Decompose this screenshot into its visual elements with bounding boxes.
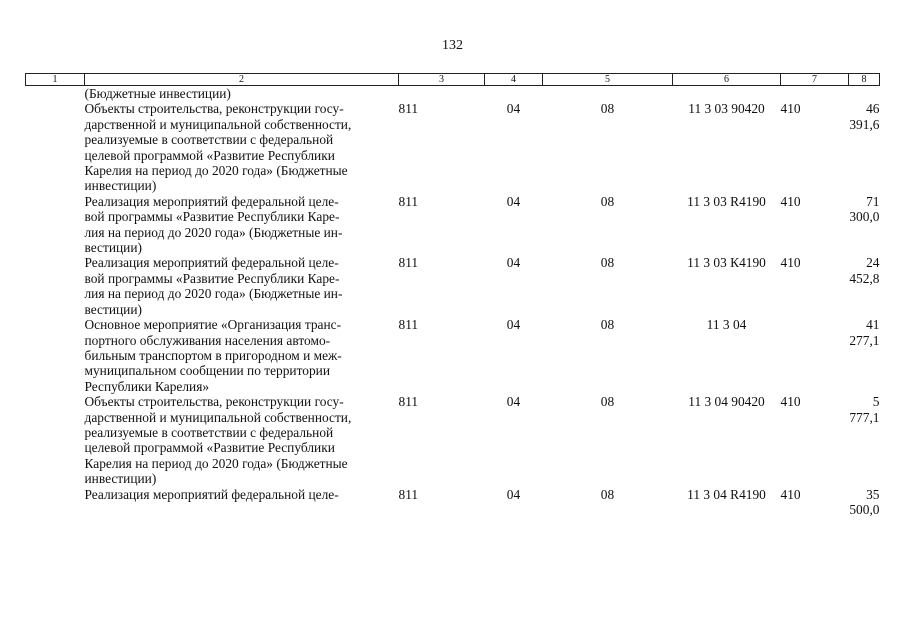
row-c6-cell: 11 3 03 90420: [688, 101, 765, 117]
row-name-cell: Основное мероприятие «Организация транс- портного обслуживания населения автомо- бильным транспортом в пригородном и меж- муниципальном сообщении по территории Республики Карелия»: [84, 317, 342, 394]
row-number-cell: [26, 194, 85, 256]
col-header-4: 4: [485, 74, 543, 86]
row-c7-cell: 410: [780, 193, 801, 209]
row-c8-cell: [849, 86, 880, 102]
row-c4-cell: 04: [506, 255, 521, 271]
table-row: [26, 255, 880, 317]
row-c5-cell: 08: [600, 394, 615, 410]
table-row: [26, 101, 880, 193]
row-c6-cell: 11 3 03 К4190: [687, 255, 766, 271]
row-name-cell: (Бюджетные инвестиции): [84, 86, 231, 101]
row-number-cell: [26, 394, 85, 486]
table-row: [26, 317, 880, 394]
row-c7-cell: 410: [780, 394, 801, 410]
table-row: [26, 86, 880, 102]
row-c6-cell: [673, 86, 781, 102]
row-c3-cell: 811: [398, 101, 419, 117]
row-c4-cell: [485, 86, 543, 102]
row-c8-cell: 35 500,0: [849, 486, 880, 517]
row-c7-cell: 410: [780, 255, 801, 271]
row-c3-cell: 811: [398, 193, 419, 209]
row-c3-cell: 811: [398, 394, 419, 410]
row-c4-cell: 04: [506, 101, 521, 117]
row-name-cell: Объекты строительства, реконструкции госу- дарственной и муниципальной собственности, реализуемые в соответствии с федеральной целевой программой «Развитие Республики Карелия на период до 2020 года» (Бюджетные инвестиции): [84, 394, 352, 487]
col-header-3: 3: [399, 74, 485, 86]
row-name-cell: Реализация мероприятий федеральной целе-: [84, 486, 339, 502]
row-c3-cell: 811: [398, 317, 419, 333]
col-header-7: 7: [781, 74, 849, 86]
col-header-8: 8: [849, 74, 880, 86]
table-body: [26, 86, 880, 518]
budget-table: [25, 73, 880, 517]
row-c3-cell: 811: [398, 486, 419, 502]
row-name-cell: Реализация мероприятий федеральной целе- вой программы «Развитие Республики Каре- лия на период до 2020 года» (Бюджетные ин- вестиции): [84, 255, 343, 317]
row-c8-cell: 41 277,1: [849, 317, 880, 348]
row-c5-cell: 08: [600, 317, 615, 333]
row-c4-cell: 04: [506, 193, 521, 209]
row-c6-cell: 11 3 04 90420: [688, 394, 765, 410]
row-c7-cell: 410: [780, 486, 801, 502]
row-c7-cell: [781, 86, 849, 102]
row-c5-cell: 08: [600, 193, 615, 209]
table-row: [26, 394, 880, 486]
row-c6-cell: 11 3 04 R4190: [687, 486, 766, 502]
table-row: [26, 194, 880, 256]
header-row: [26, 74, 880, 86]
row-c6-cell: 11 3 03 R4190: [687, 193, 766, 209]
row-number-cell: [26, 487, 85, 518]
row-c5-cell: 08: [600, 101, 615, 117]
row-number-cell: [26, 86, 85, 102]
col-header-1: 1: [26, 74, 85, 86]
row-c7-cell: [781, 317, 849, 394]
row-name-cell: Реализация мероприятий федеральной целе- вой программы «Развитие Республики Каре- лия на период до 2020 года» (Бюджетные ин- вестиции): [84, 193, 343, 256]
row-c3-cell: [399, 86, 485, 102]
col-header-6: 6: [673, 74, 781, 86]
row-c7-cell: 410: [780, 101, 801, 117]
row-c8-cell: 46 391,6: [849, 101, 880, 132]
row-name-cell: Объекты строительства, реконструкции госу- дарственной и муниципальной собственности, реализуемые в соответствии с федеральной целевой программой «Развитие Республики Карелия на период до 2020 года» (Бюджетные инвестиции): [84, 101, 352, 194]
row-c4-cell: 04: [506, 394, 521, 410]
page-number: 132: [442, 38, 463, 53]
row-c6-cell: 11 3 04: [706, 317, 747, 333]
row-c4-cell: 04: [506, 317, 521, 333]
row-c8-cell: 71 300,0: [849, 193, 880, 225]
table-row: [26, 487, 880, 518]
row-c8-cell: 5 777,1: [849, 394, 880, 425]
row-c4-cell: 04: [506, 486, 521, 502]
row-number-cell: [26, 317, 85, 394]
col-header-5: 5: [543, 74, 673, 86]
row-c5-cell: [543, 86, 673, 102]
row-c8-cell: 24 452,8: [849, 255, 880, 286]
row-c3-cell: 811: [398, 255, 419, 271]
row-c5-cell: 08: [600, 255, 615, 271]
row-c5-cell: 08: [600, 486, 615, 502]
col-header-2: 2: [85, 74, 399, 86]
row-number-cell: [26, 101, 85, 193]
row-number-cell: [26, 255, 85, 317]
